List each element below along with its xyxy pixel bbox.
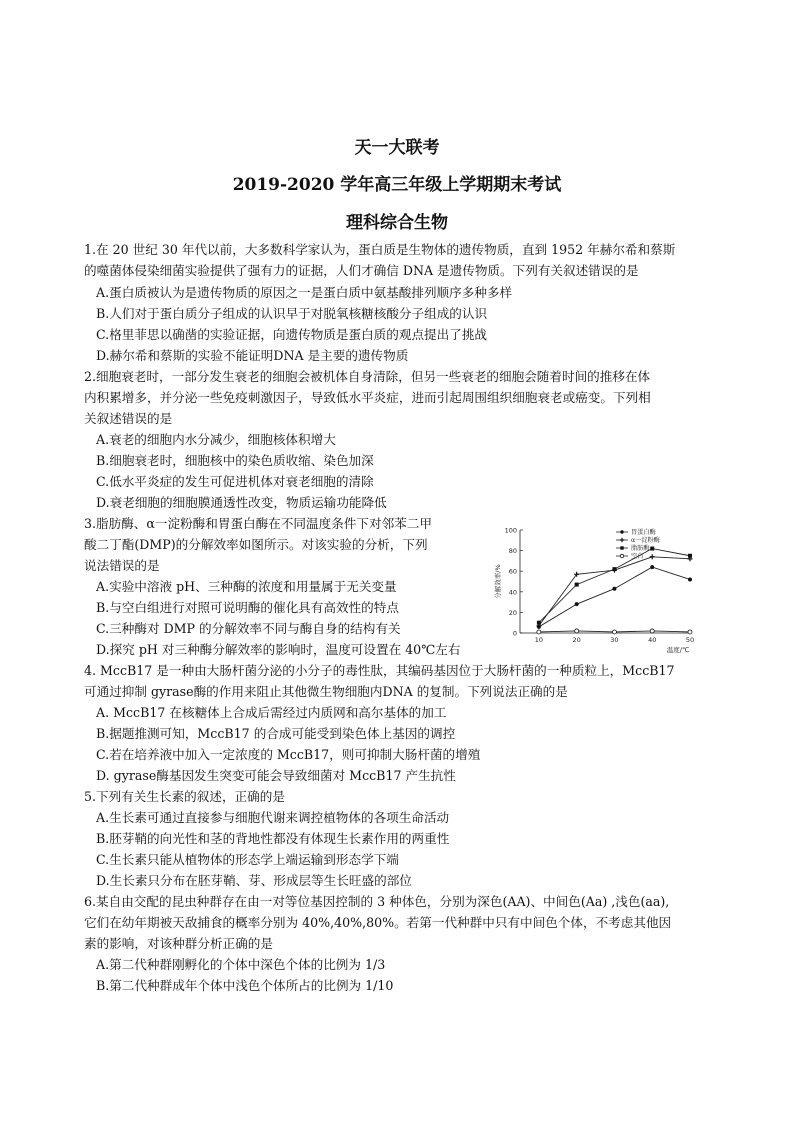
question-2-option-c: C.低水平炎症的发生可促进机体对衰老细胞的清除 [96,474,374,489]
question-4-stem-line-2: 可通过抑制 gyrase酶的作用来阻止其他微生物细胞内DNA 的复制。下列说法正确的是 [84,684,568,699]
question-2-option-b: B.细胞衰老时，细胞核中的染色质收缩、染色加深 [96,453,374,468]
legend-marker [620,530,623,533]
data-point [537,621,541,625]
x-axis-label: 温度/℃ [666,646,690,654]
legend-label: 空白 [631,553,644,560]
data-point [650,629,654,633]
question-3-stem-line-1: 3.脂肪酶、α一淀粉酶和胃蛋白酶在不同温度条件下对邻苯二甲 [84,516,432,531]
question-1-option-b: B.人们对于蛋白质分子组成的认识早于对脱氧核糖核酸分子组成的认识 [96,306,488,321]
question-3-option-a: A.实验中溶液 pH、三种酶的浓度和用量属于无关变量 [96,579,397,594]
exam-org-title: 天一大联考 [354,138,440,158]
legend-marker [620,538,624,542]
y-tick-label: 100 [504,526,517,535]
question-3-stem-line-2: 酸二丁酯(DMP)的分解效率如图所示。对该实验的分析，下列 [84,537,428,552]
data-point [688,630,692,634]
question-2-stem-line-1: 2.细胞衰老时，一部分发生衰老的细胞会被机体自身清除，但另一些衰老的细胞会随着时间的推移在体 [84,369,651,384]
y-tick-label: 40 [508,588,517,597]
question-6-option-b: B.第二代种群成年个体中浅色个体所占的比例为 1/10 [96,978,394,993]
question-1-option-d: D.赫尔希和蔡斯的实验不能证明DNA 是主要的遗传物质 [96,348,409,363]
question-6-stem-line-3: 素的影响，对该种群分析正确的是 [84,936,273,951]
data-point [575,602,579,606]
data-point [575,583,579,587]
data-point [688,554,692,558]
question-6-stem-line-2: 它们在幼年期被天敌捕食的概率分别为 40%,40%,80%。若第一代种群中只有中间色个体，不考虑其他因 [84,915,672,930]
y-tick-label: 20 [508,608,517,617]
question-2-stem-line-3: 关叙述错误的是 [84,411,173,426]
data-point [575,629,579,633]
question-6-stem-line-1: 6.某自由交配的昆虫种群存在由一对等位基因控制的 3 种体色，分别为深色(AA)、中间色(Aa) ,浅色(aa), [84,894,670,909]
x-tick-label: 20 [572,636,581,644]
question-4-option-a: A. MccB17 在核糖体上合成后需经过内质网和高尔基体的加工 [96,705,447,720]
question-3-option-d: D.探究 pH 对三种酶分解效率的影响时，温度可设置在 40℃左右 [96,642,461,657]
question-5-option-d: D.生长素只分布在胚芽鞘、芽、形成层等生长旺盛的部位 [96,873,412,888]
series-line [539,549,690,623]
question-1-stem-line-1: 1.在 20 世纪 30 年代以前，大多数科学家认为，蛋白质是生物体的遗传物质，直到 1952 年赫尔希和蔡斯 [84,242,676,257]
question-4-option-b: B.据题推测可知，MccB17 的合成可能受到染色体上基因的调控 [96,726,456,741]
question-3-option-c: C.三种酶对 DMP 的分解效率不同与酶自身的结构有关 [96,621,401,636]
legend-label: 胃蛋白酶 [631,529,656,536]
x-tick-label: 50 [685,636,695,644]
data-point [650,547,654,551]
question-5-option-a: A.生长素可通过直接参与细胞代谢来调控植物体的各项生命活动 [96,810,450,825]
y-tick-label: 80 [508,547,517,556]
y-axis-label: 分解效率/% [494,564,502,599]
question-2-option-a: A.衰老的细胞内水分减少，细胞核体积增大 [96,432,336,447]
data-point [650,554,655,559]
question-4-option-d: D. gyrase酶基因发生突变可能会导致细菌对 MccB17 产生抗性 [96,768,456,783]
exam-name-title: 2019-2020 学年高三年级上学期期末考试 [232,175,562,195]
data-point [612,567,616,571]
question-2-option-d: D.衰老细胞的细胞膜通透性改变，物质运输功能降低 [96,495,387,510]
legend-label: α一淀粉酶 [631,537,660,544]
data-point [537,630,541,634]
question-4-option-c: C.若在培养液中加入一定浓度的 MccB17，则可抑制大肠杆菌的增殖 [96,747,481,762]
x-tick-label: 40 [648,636,657,644]
subject-title: 理科综合生物 [346,213,448,233]
question-5-option-b: B.胚芽鞘的向光性和茎的背地性都没有体现生长素作用的两重性 [96,831,450,846]
enzyme-efficiency-chart [488,520,700,655]
x-tick-label: 10 [534,636,544,644]
legend-marker [620,554,623,557]
question-1-option-a: A.蛋白质被认为是遗传物质的原因之一是蛋白质中氨基酸排列顺序多种多样 [96,285,513,300]
y-tick-label: 60 [508,567,517,576]
legend-marker [620,546,623,549]
question-3-option-b: B.与空白组进行对照可说明酶的催化具有高效性的特点 [96,600,399,615]
question-4-stem-line-1: 4. MccB17 是一种由大肠杆菌分泌的小分子的毒性肽，其编码基因位于大肠杆菌的一种质粒上，MccB17 [84,663,675,678]
data-point [612,587,616,591]
question-2-stem-line-2: 内积累增多，并分泌一些免疫刺激因子，导致低水平炎症，进而引起周围组织细胞衰老或癌变。下列相 [84,390,651,405]
series-line [539,567,690,627]
legend-label: 脂肪酶 [631,545,650,552]
data-point [688,577,692,581]
y-tick-label: 0 [512,629,517,638]
question-5-option-c: C.生长素只能从植物体的形态学上端运输到形态学下端 [96,852,399,867]
question-6-option-a: A.第二代种群刚孵化的个体中深色个体的比例为 1/3 [96,957,386,972]
data-point [612,630,616,634]
series-line [539,557,690,626]
question-3-stem-line-3: 说法错误的是 [84,558,160,573]
x-tick-label: 30 [610,636,619,644]
question-1-option-c: C.格里菲思以确凿的实验证据，向遗传物质是蛋白质的观点提出了挑战 [96,327,488,342]
question-1-stem-line-2: 的噬菌体侵染细菌实验提供了强有力的证据，人们才确信 DNA 是遗传物质。下列有关叙述错误的是 [84,263,639,278]
question-5-stem-line-1: 5.下列有关生长素的叙述，正确的是 [84,789,285,804]
data-point [650,565,654,569]
